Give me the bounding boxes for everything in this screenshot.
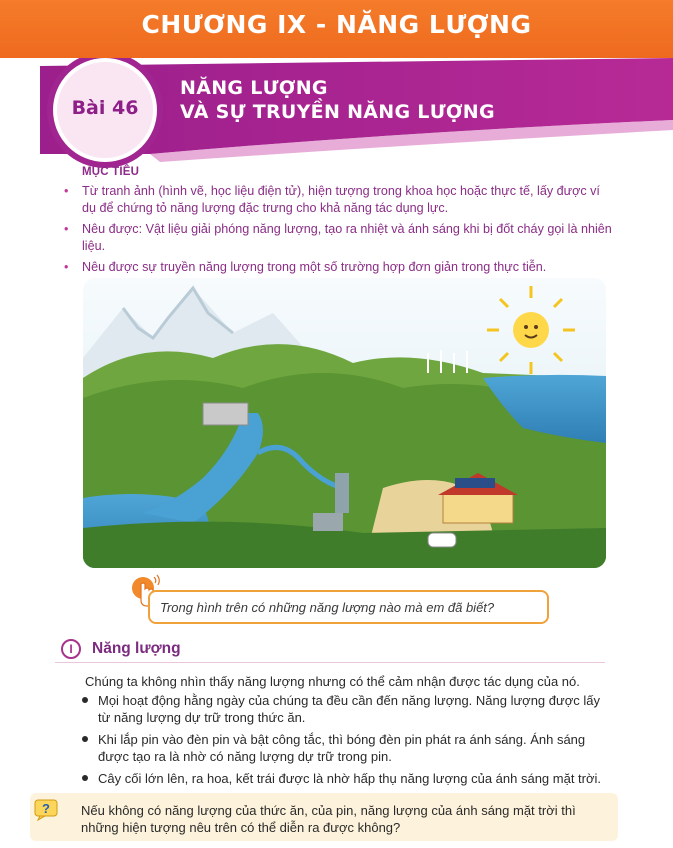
bullet-icon: • [64, 260, 69, 274]
section-title: Năng lượng [92, 640, 181, 657]
lesson-badge: Bài 46 [71, 97, 139, 119]
section-number-badge: I [61, 639, 81, 659]
list-item: Mọi hoạt động hằng ngày của chúng ta đều cần đến năng lượng. Năng lượng được lấy từ năng lượng dự trữ trong thức ăn. [80, 692, 610, 726]
objective-item: • Nêu được: Vật liệu giải phóng năng lượng, tạo ra nhiệt và ánh sáng khi bị đốt cháy gọi là nhiên liệu. [64, 222, 612, 253]
question-mark-icon [34, 799, 60, 821]
objectives-list [62, 183, 614, 280]
chapter-title: CHƯƠNG IX - NĂNG LƯỢNG [141, 10, 532, 39]
svg-text:?: ? [42, 801, 50, 816]
objective-item: • Từ tranh ảnh (hình vẽ, học liệu điện tử), hiện tượng trong khoa học hoặc thực tế, lấy được ví dụ để chứng tỏ năng lượng đặc trưng cho khả năng tác dụng lực. [64, 184, 600, 215]
bullet-icon [82, 697, 88, 703]
bullet-icon: • [64, 222, 69, 236]
objectives-heading: MỤC TIÊU [82, 166, 140, 178]
bullet-icon [82, 775, 88, 781]
bullet-icon [82, 736, 88, 742]
section-divider [55, 662, 605, 663]
discussion-question: Nếu không có năng lượng của thức ăn, của pin, năng lượng của ánh sáng mặt trời thì những hiện tượng nêu trên có thể diễn ra được không? [81, 803, 576, 835]
energy-examples-list [80, 692, 610, 792]
section-intro: Chúng ta không nhìn thấy năng lượng nhưng có thể cảm nhận được tác dụng của nó. [85, 674, 580, 689]
list-item: Cây cối lớn lên, ra hoa, kết trái được là nhờ hấp thụ năng lượng của ánh sáng mặt trời. [80, 770, 610, 787]
energy-landscape-illustration [83, 278, 606, 568]
bullet-icon: • [64, 184, 69, 198]
question-text: Trong hình trên có những năng lượng nào mà em đã biết? [160, 600, 495, 615]
lesson-title [180, 76, 495, 124]
list-item: Khi lắp pin vào đèn pin và bật công tắc, thì bóng đèn pin phát ra ánh sáng. Ánh sáng được tạo ra là nhờ có năng lượng dự trữ trong pin. [80, 731, 610, 765]
lesson-title-line1: NĂNG LƯỢNG [180, 77, 328, 99]
lesson-title-line2: VÀ SỰ TRUYỀN NĂNG LƯỢNG [180, 101, 495, 123]
objective-item: • Nêu được sự truyền năng lượng trong một số trường hợp đơn giản trong thực tiễn. [64, 260, 547, 274]
